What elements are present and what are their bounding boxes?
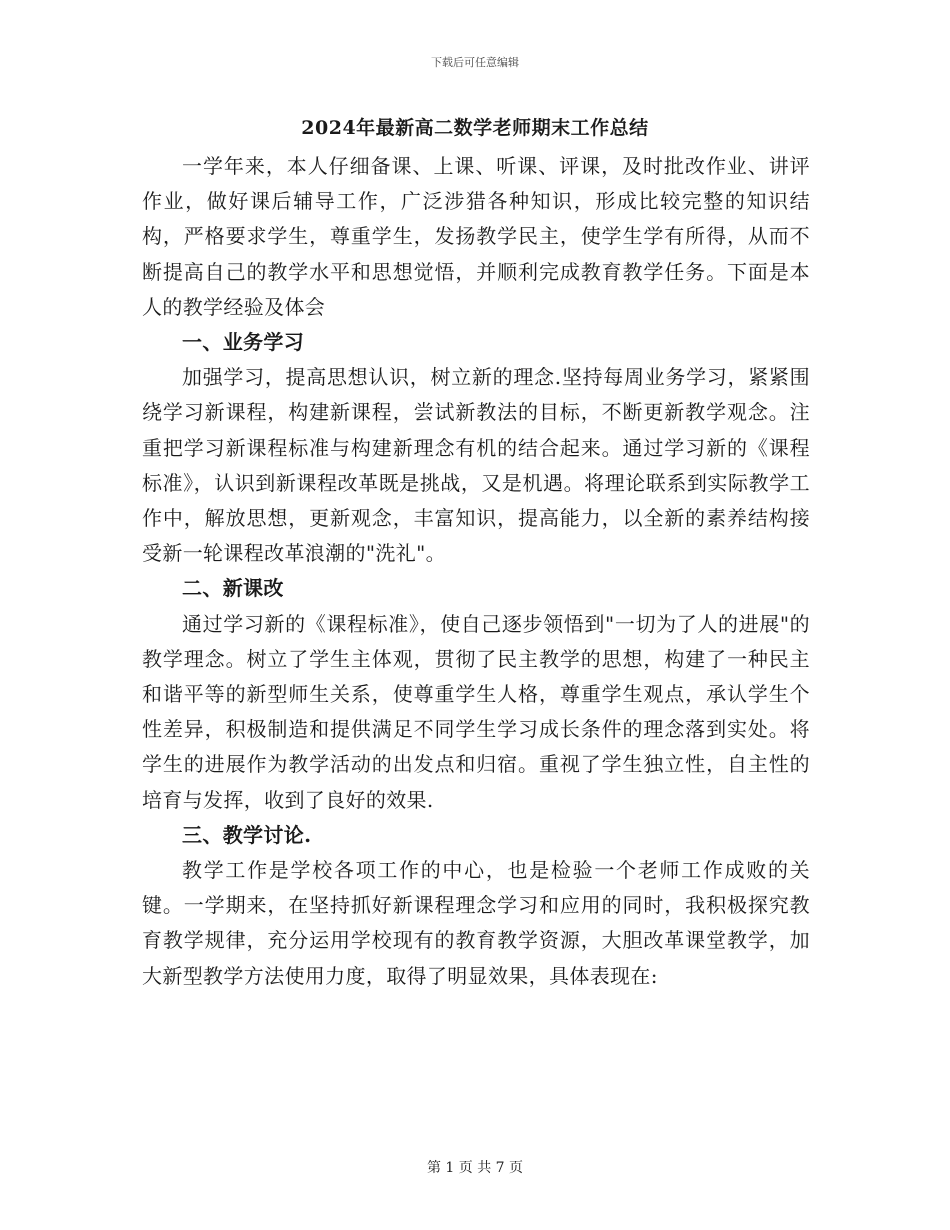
section-heading-2: 二、新课改	[182, 576, 284, 601]
page-number: 第 1 页 共 7 页	[426, 1160, 524, 1176]
section-body-2: 通过学习新的《课程标准》，使自己逐步领悟到"一切为了人的进展"的教学理念。树立了学生主体观，贯彻了民主教学的思想，构建了一种民主和谐平等的新型师生关系，使尊重学生人格，尊重学生观点，承认学生个性差异，积极制造和提供满足不同学生学习成长条件的理念落到实处。将学生的进展作为教学活动的出发点和归宿。重视了学生独立性，自主性的培育与发挥，收到了良好的效果.	[142, 611, 810, 812]
section-body-3: 教学工作是学校各项工作的中心，也是检验一个老师工作成败的关键。一学期来，在坚持抓好新课程理念学习和应用的同时，我积极探究教育教学规律，充分运用学校现有的教育教学资源，大胆改革课堂教学，加大新型教学方法使用力度，取得了明显效果，具体表现在:	[142, 858, 810, 988]
section-heading-3: 三、教学讨论.	[182, 822, 312, 847]
header-note: 下载后可任意编辑	[431, 56, 519, 69]
section-heading-1: 一、业务学习	[182, 330, 305, 355]
section-body-1: 加强学习，提高思想认识，树立新的理念.坚持每周业务学习，紧紧围绕学习新课程，构建新课程，尝试新教法的目标，不断更新教学观念。注重把学习新课程标准与构建新理念有机的结合起来。通过学习新的《课程标准》，认识到新课程改革既是挑战，又是机遇。将理论联系到实际教学工作中，解放思想，更新观念，丰富知识，提高能力，以全新的素养结构接受新一轮课程改革浪潮的"洗礼"。	[142, 365, 810, 566]
document-body	[142, 149, 810, 994]
intro-paragraph: 一学年来，本人仔细备课、上课、听课、评课，及时批改作业、讲评作业，做好课后辅导工作，广泛涉猎各种知识，形成比较完整的知识结构，严格要求学生，尊重学生，发扬教学民主，使学生学有所得，从而不断提高自己的教学水平和思想觉悟，并顺利完成教育教学任务。下面是本人的教学经验及体会	[142, 154, 810, 319]
document-title: 2024年最新高二数学老师期末工作总结	[301, 117, 649, 139]
